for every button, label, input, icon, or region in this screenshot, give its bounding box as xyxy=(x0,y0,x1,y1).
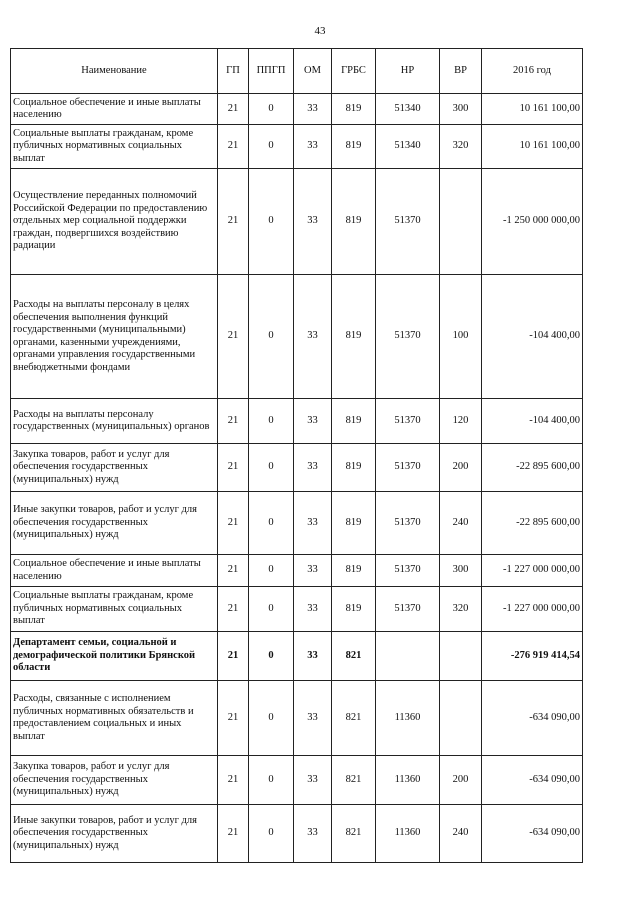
row-nr: 11360 xyxy=(376,756,440,805)
row-nr: 11360 xyxy=(376,805,440,863)
row-amount: -22 895 600,00 xyxy=(482,492,583,555)
row-amount: -1 227 000 000,00 xyxy=(482,555,583,587)
row-ppgp: 0 xyxy=(249,805,294,863)
row-name: Социальные выплаты гражданам, кроме публичных нормативных социальных выплат xyxy=(11,125,218,169)
row-name: Департамент семьи, социальной и демографической политики Брянской области xyxy=(11,632,218,681)
row-grbs: 821 xyxy=(332,756,376,805)
row-grbs: 821 xyxy=(332,632,376,681)
header-grbs: ГРБС xyxy=(332,49,376,94)
header-year-2016: 2016 год xyxy=(482,49,583,94)
row-gp: 21 xyxy=(218,444,249,492)
row-name: Закупка товаров, работ и услуг для обеспечения государственных (муниципальных) нужд xyxy=(11,756,218,805)
row-nr: 51370 xyxy=(376,444,440,492)
row-vr: 120 xyxy=(440,399,482,444)
row-ppgp: 0 xyxy=(249,94,294,125)
row-vr: 320 xyxy=(440,125,482,169)
row-nr: 51370 xyxy=(376,275,440,399)
row-vr: 200 xyxy=(440,444,482,492)
table-row xyxy=(11,399,583,444)
header-gp: ГП xyxy=(218,49,249,94)
row-om: 33 xyxy=(294,94,332,125)
row-ppgp: 0 xyxy=(249,125,294,169)
row-amount: -634 090,00 xyxy=(482,805,583,863)
row-om: 33 xyxy=(294,444,332,492)
row-ppgp: 0 xyxy=(249,444,294,492)
table-row xyxy=(11,681,583,756)
row-gp: 21 xyxy=(218,94,249,125)
row-gp: 21 xyxy=(218,555,249,587)
row-nr: 51340 xyxy=(376,125,440,169)
row-amount: -1 227 000 000,00 xyxy=(482,587,583,632)
table-row-department xyxy=(11,632,583,681)
row-name: Осуществление переданных полномочий Российской Федерации по предоставлению отдельных мер социальной поддержки граждан, подвергшихся воздействию радиации xyxy=(11,169,218,275)
row-amount: -1 250 000 000,00 xyxy=(482,169,583,275)
table-row xyxy=(11,756,583,805)
row-ppgp: 0 xyxy=(249,632,294,681)
row-grbs: 819 xyxy=(332,492,376,555)
row-name: Социальное обеспечение и иные выплаты населению xyxy=(11,94,218,125)
row-gp: 21 xyxy=(218,399,249,444)
row-vr xyxy=(440,169,482,275)
row-om: 33 xyxy=(294,805,332,863)
row-nr: 51370 xyxy=(376,492,440,555)
row-grbs: 819 xyxy=(332,169,376,275)
row-amount: 10 161 100,00 xyxy=(482,125,583,169)
row-grbs: 819 xyxy=(332,444,376,492)
row-vr: 300 xyxy=(440,555,482,587)
row-ppgp: 0 xyxy=(249,169,294,275)
row-name: Расходы, связанные с исполнением публичных нормативных обязательств и предоставлением социальных и иных выплат xyxy=(11,681,218,756)
row-gp: 21 xyxy=(218,632,249,681)
budget-table xyxy=(10,48,583,863)
row-om: 33 xyxy=(294,125,332,169)
row-om: 33 xyxy=(294,399,332,444)
row-grbs: 821 xyxy=(332,805,376,863)
row-name: Расходы на выплаты персоналу в целях обеспечения выполнения функций государственными (муниципальными) органами, казенными учреждениями, органами управления государственными внебюджетными фондами xyxy=(11,275,218,399)
row-name: Иные закупки товаров, работ и услуг для обеспечения государственных (муниципальных) нужд xyxy=(11,492,218,555)
row-grbs: 819 xyxy=(332,399,376,444)
row-nr: 51340 xyxy=(376,94,440,125)
row-vr: 300 xyxy=(440,94,482,125)
row-grbs: 819 xyxy=(332,94,376,125)
row-ppgp: 0 xyxy=(249,681,294,756)
header-ppgp: ППГП xyxy=(249,49,294,94)
row-ppgp: 0 xyxy=(249,399,294,444)
page-number: 43 xyxy=(314,25,326,37)
row-vr: 200 xyxy=(440,756,482,805)
row-nr xyxy=(376,632,440,681)
row-name: Расходы на выплаты персоналу государственных (муниципальных) органов xyxy=(11,399,218,444)
row-grbs: 819 xyxy=(332,587,376,632)
row-ppgp: 0 xyxy=(249,492,294,555)
row-name: Закупка товаров, работ и услуг для обеспечения государственных (муниципальных) нужд xyxy=(11,444,218,492)
row-vr xyxy=(440,681,482,756)
row-gp: 21 xyxy=(218,275,249,399)
row-om: 33 xyxy=(294,587,332,632)
row-grbs: 819 xyxy=(332,555,376,587)
row-name: Социальное обеспечение и иные выплаты населению xyxy=(11,555,218,587)
row-nr: 11360 xyxy=(376,681,440,756)
row-grbs: 821 xyxy=(332,681,376,756)
row-amount: -104 400,00 xyxy=(482,399,583,444)
row-gp: 21 xyxy=(218,169,249,275)
row-gp: 21 xyxy=(218,681,249,756)
row-grbs: 819 xyxy=(332,125,376,169)
row-grbs: 819 xyxy=(332,275,376,399)
row-om: 33 xyxy=(294,555,332,587)
table-row xyxy=(11,169,583,275)
row-om: 33 xyxy=(294,681,332,756)
table-row xyxy=(11,587,583,632)
row-name: Социальные выплаты гражданам, кроме публичных нормативных социальных выплат xyxy=(11,587,218,632)
row-amount: -22 895 600,00 xyxy=(482,444,583,492)
table-row xyxy=(11,275,583,399)
table-row xyxy=(11,805,583,863)
header-vr: ВР xyxy=(440,49,482,94)
row-vr: 100 xyxy=(440,275,482,399)
row-amount: 10 161 100,00 xyxy=(482,94,583,125)
row-gp: 21 xyxy=(218,756,249,805)
row-vr: 240 xyxy=(440,492,482,555)
table-row xyxy=(11,555,583,587)
row-om: 33 xyxy=(294,756,332,805)
row-amount: -634 090,00 xyxy=(482,681,583,756)
row-om: 33 xyxy=(294,492,332,555)
row-gp: 21 xyxy=(218,492,249,555)
row-vr: 320 xyxy=(440,587,482,632)
table-row xyxy=(11,94,583,125)
row-vr xyxy=(440,632,482,681)
row-name: Иные закупки товаров, работ и услуг для обеспечения государственных (муниципальных) нужд xyxy=(11,805,218,863)
row-om: 33 xyxy=(294,275,332,399)
row-gp: 21 xyxy=(218,125,249,169)
row-om: 33 xyxy=(294,632,332,681)
table-header-row xyxy=(11,49,583,94)
row-ppgp: 0 xyxy=(249,587,294,632)
row-nr: 51370 xyxy=(376,169,440,275)
row-amount: -104 400,00 xyxy=(482,275,583,399)
header-name: Наименование xyxy=(11,49,218,94)
row-nr: 51370 xyxy=(376,399,440,444)
header-nr: НР xyxy=(376,49,440,94)
table-row xyxy=(11,492,583,555)
row-ppgp: 0 xyxy=(249,555,294,587)
row-gp: 21 xyxy=(218,805,249,863)
row-gp: 21 xyxy=(218,587,249,632)
row-ppgp: 0 xyxy=(249,756,294,805)
row-ppgp: 0 xyxy=(249,275,294,399)
table-row xyxy=(11,125,583,169)
row-amount: -276 919 414,54 xyxy=(482,632,583,681)
row-om: 33 xyxy=(294,169,332,275)
row-amount: -634 090,00 xyxy=(482,756,583,805)
row-nr: 51370 xyxy=(376,555,440,587)
row-vr: 240 xyxy=(440,805,482,863)
header-om: ОМ xyxy=(294,49,332,94)
row-nr: 51370 xyxy=(376,587,440,632)
table-row xyxy=(11,444,583,492)
